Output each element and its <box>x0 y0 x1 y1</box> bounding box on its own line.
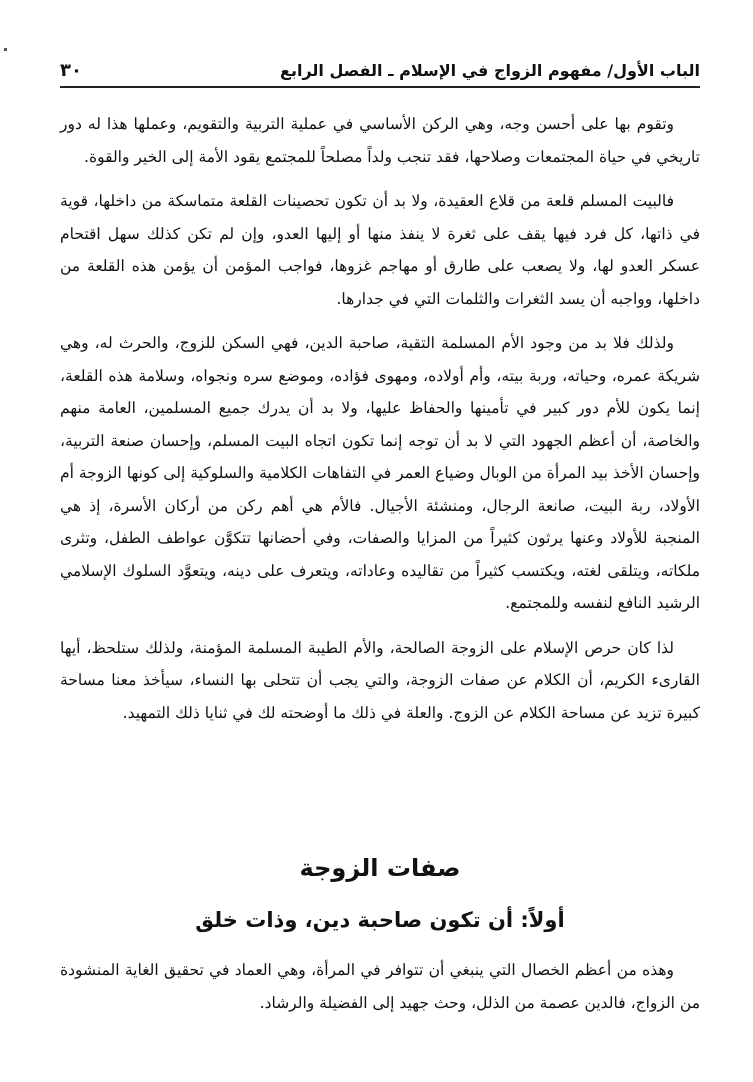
subsection-heading: أولاً: أن تكون صاحبة دين، وذات خلق <box>195 908 565 932</box>
header-title: الباب الأول/ مفهوم الزواج في الإسلام ـ الفصل الرابع <box>280 60 700 80</box>
page-number: ٣٠ <box>60 59 82 81</box>
paragraph: فالبيت المسلم قلعة من قلاع العقيدة، ولا بد أن تكون تحصينات القلعة متماسكة من داخلها، قوية في ذاتها، كل فرد فيها يقف على ثغرة لا ينفذ منها أو إليها العدو، وإن لم تكن كذلك سهل اقتحام عسكر العدو لها، ولا يصعب على طارق أو مهاجم غزوها، فواجب المؤمن أن يؤمن هذه القلعة من داخلها، وواجبه أن يسد الثغرات والثلمات التي في جدارها. <box>60 192 700 308</box>
scan-edge-mark <box>4 48 7 51</box>
section-heading: صفات الزوجة <box>299 854 461 882</box>
paragraph: وتقوم بها على أحسن وجه، وهي الركن الأساسي في عملية التربية والتقويم، وعملها هذا له دور تاريخي في حياة المجتمعات وصلاحها، فقد تنجب ولداً مصلحاً للمجتمع يقود الأمة إلى الخير والقوة. <box>60 115 700 166</box>
header-rule <box>60 86 700 88</box>
paragraph: ولذلك فلا بد من وجود الأم المسلمة التقية، صاحبة الدين، فهي السكن للزوج، والحرث له، وهي شريكة عمره، وحياته، وربة بيته، وأم أولاده، ومهوى فؤاده، وموضع سره ونجواه، وسلامة هذه القلعة، إنما يكون للأم دور كبير في تأمينها والحفاظ عليها، ولا بد أن يدرك جميع المسلمين، العامة منهم والخاصة، أن أعظم الجهود التي لا بد أن توجه إنما تكون اتجاه البيت المسلم، وإحسان صنعة التربية، وإحسان الأخذ بيد المرأة من الوبال وضياع العمر في التفاهات الكلامية والسلوكية إلى كونها الزوجة أم الأولاد، ربة البيت، صانعة الرجال، ومنشئة الأجيال. فالأم هي أهم ركن من أركان الأسرة، إذ هي المنجبة للأولاد وعنها يرثون كثيراً من المزايا والصفات، وفي أحضانها تتكوَّن عواطف الطفل، وتثرى ملكاته، ويتلقى لغته، ويكتسب كثيراً من تقاليده وعاداته، ويتعرف على دينه، ويتعوَّد السلوك الإسلامي الرشيد النافع لنفسه وللمجتمع. <box>60 334 700 612</box>
paragraph: لذا كان حرص الإسلام على الزوجة الصالحة، والأم الطيبة المسلمة المؤمنة، ولذلك ستلحظ، أيها القارىء الكريم، أن الكلام عن صفات الزوجة، والتي يجب أن تتحلى بها النساء، سيأخذ معنا مساحة كبيرة تزيد عن مساحة الكلام عن الزوج. والعلة في ذلك ما أوضحته لك في ثنايا ذلك التمهيد. <box>60 638 700 722</box>
closing-text <box>60 954 700 1019</box>
running-header <box>60 56 700 84</box>
main-text <box>60 108 700 741</box>
paragraph: وهذه من أعظم الخصال التي ينبغي أن تتوافر في المرأة، وهي العماد في تحقيق الغاية المنشودة من الزواج، فالدين عصمة من الذلل، وحث جهيد إلى الفضيلة والرشاد. <box>60 961 700 1012</box>
